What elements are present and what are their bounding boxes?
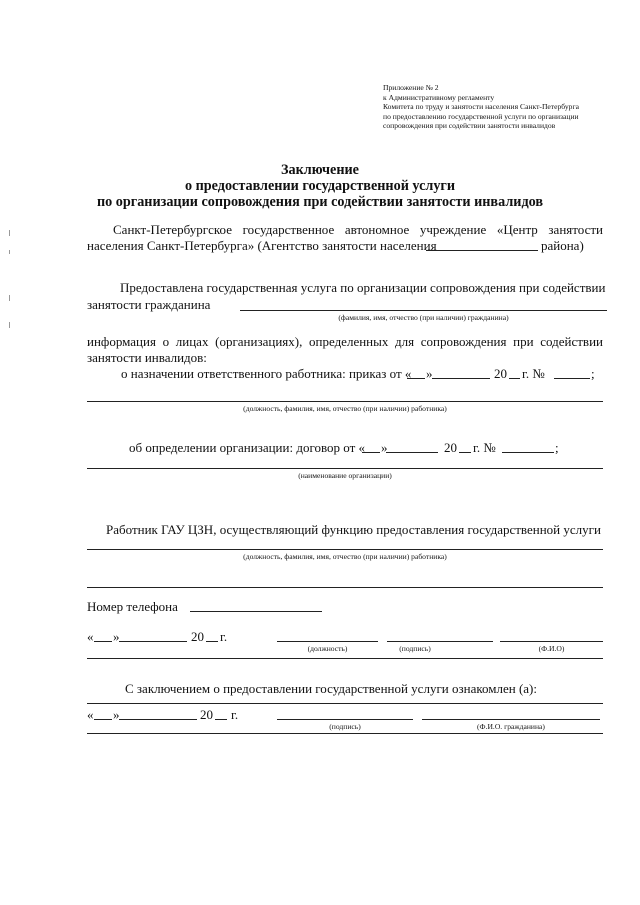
district-blank[interactable] xyxy=(426,250,538,251)
position-caption: (должность) xyxy=(307,644,348,653)
worker-blank[interactable] xyxy=(87,549,603,550)
signature-blank[interactable] xyxy=(387,641,493,642)
contract-year-blank[interactable] xyxy=(459,452,471,453)
order-year-prefix: 20 xyxy=(494,366,507,381)
position-blank[interactable] xyxy=(277,641,378,642)
annex-line: Приложение № 2 xyxy=(383,83,439,92)
sign-month-blank[interactable] xyxy=(119,641,187,642)
institution-line-1: Санкт-Петербургское государственное автономное учреждение «Центр занятости xyxy=(113,222,603,237)
fio-caption: (Ф.И.О) xyxy=(538,644,565,653)
annex-line: Комитета по труду и занятости населения Санкт-Петербурга xyxy=(383,102,579,112)
ack-day-blank[interactable] xyxy=(94,719,112,720)
institution-line-2-end: района) xyxy=(541,238,584,253)
date-year-suffix: г. xyxy=(220,629,228,644)
contract-month-blank[interactable] xyxy=(386,452,438,453)
citizen-name-blank[interactable] xyxy=(240,310,607,311)
date-quote-open: « xyxy=(87,629,94,644)
responsible-worker-blank[interactable] xyxy=(87,401,603,402)
ack-signature-caption: (подпись) xyxy=(329,722,361,731)
worker-extra-blank[interactable] xyxy=(87,587,603,588)
organization-blank[interactable] xyxy=(87,468,603,469)
contract-number-label: г. № xyxy=(473,440,496,455)
document-subtitle: о предоставлении государственной услуги xyxy=(184,178,456,194)
signature-caption: (подпись) xyxy=(399,644,431,653)
worker-caption: (должность, фамилия, имя, отчество (при наличии) работника) xyxy=(243,552,447,561)
order-year-blank[interactable] xyxy=(509,378,520,379)
order-quote-close: » xyxy=(426,366,433,381)
date-year-prefix: 20 xyxy=(191,629,204,644)
order-month-blank[interactable] xyxy=(432,378,490,379)
ack-fio-caption: (Ф.И.О. гражданина) xyxy=(477,722,545,731)
contract-text: об определении организации: договор от « xyxy=(129,440,366,455)
service-line-1: Предоставлена государственная услуга по организации сопровождения при содействии xyxy=(120,280,606,295)
ack-month-blank[interactable] xyxy=(119,719,197,720)
institution-line-2: населения Санкт-Петербурга» (Агентство занятости населения xyxy=(87,238,437,253)
order-day-blank[interactable] xyxy=(407,378,425,379)
sign-day-blank[interactable] xyxy=(94,641,112,642)
ack-year-blank[interactable] xyxy=(215,719,227,720)
ack-date-quote-close: » xyxy=(113,707,120,722)
section-divider xyxy=(87,658,603,659)
citizen-name-caption: (фамилия, имя, отчество (при наличии) гражданина) xyxy=(338,313,509,322)
contract-year-prefix: 20 xyxy=(444,440,457,455)
annex-block xyxy=(383,83,579,131)
ack-year-suffix: г. xyxy=(231,707,239,722)
ack-date-quote-open: « xyxy=(87,707,94,722)
order-text: о назначении ответственного работника: приказ от « xyxy=(121,366,412,381)
annex-line: к Административному регламенту xyxy=(383,92,495,102)
margin-mark xyxy=(9,230,10,236)
service-line-2: занятости гражданина xyxy=(87,297,211,312)
margin-mark xyxy=(9,250,10,254)
phone-label: Номер телефона xyxy=(87,599,178,614)
responsible-worker-caption: (должность, фамилия, имя, отчество (при наличии) работника) xyxy=(243,404,447,413)
info-line-2: занятости инвалидов: xyxy=(87,350,207,365)
margin-mark xyxy=(9,322,10,328)
order-number-blank[interactable] xyxy=(554,378,590,379)
date-quote-close: » xyxy=(113,629,120,644)
document-title: Заключение xyxy=(281,162,359,178)
ack-signature-blank[interactable] xyxy=(277,719,413,720)
contract-day-blank[interactable] xyxy=(362,452,380,453)
bottom-divider xyxy=(87,733,603,734)
organization-caption: (наименование организации) xyxy=(298,471,392,480)
order-number-label: г. № xyxy=(522,366,545,381)
annex-line: сопровождения при содействии занятости инвалидов xyxy=(383,121,556,131)
fio-blank[interactable] xyxy=(500,641,603,642)
margin-mark xyxy=(9,295,10,301)
contract-quote-close: » xyxy=(381,440,388,455)
contract-end: ; xyxy=(555,440,559,455)
annex-line: по предоставлению государственной услуги по организации xyxy=(383,111,579,121)
order-end: ; xyxy=(591,366,595,381)
info-line-1: информация о лицах (организациях), определенных для сопровождения при содействии xyxy=(87,334,603,349)
acquainted-line: С заключением о предоставлении государственной услуги ознакомлен (а): xyxy=(125,681,537,696)
document-subtitle: по организации сопровождения при содействии занятости инвалидов xyxy=(96,194,544,210)
acquainted-divider xyxy=(87,703,603,704)
contract-number-blank[interactable] xyxy=(502,452,554,453)
sign-year-blank[interactable] xyxy=(206,641,218,642)
ack-fio-blank[interactable] xyxy=(422,719,600,720)
ack-year-prefix: 20 xyxy=(200,707,213,722)
phone-blank[interactable] xyxy=(190,611,322,612)
worker-line: Работник ГАУ ЦЗН, осуществляющий функцию предоставления государственной услуги xyxy=(106,522,601,537)
